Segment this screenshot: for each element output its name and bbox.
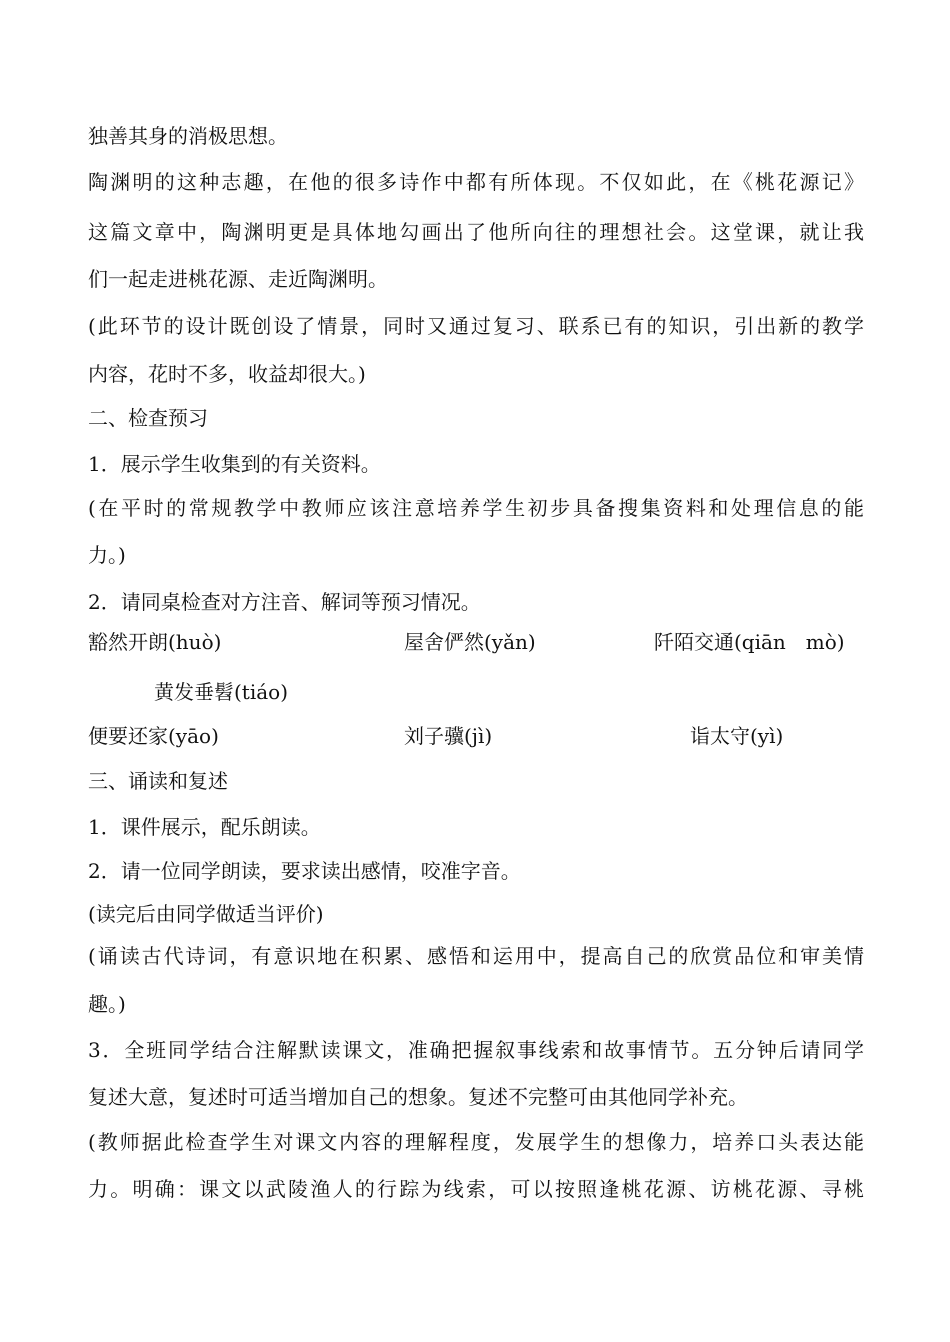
note-line: (诵读古代诗词，有意识地在积累、感悟和运用中，提高自己的欣赏品位和审美情 bbox=[88, 944, 864, 968]
paragraph-line: 复述大意，复述时可适当增加自己的想象。复述不完整可由其他同学补充。 bbox=[88, 1085, 748, 1109]
vocab-item: 黄发垂髫(tiáo) bbox=[154, 680, 289, 704]
vocab-item: 刘子骥(jì) bbox=[404, 724, 493, 748]
note-line: (此环节的设计既创设了情景，同时又通过复习、联系已有的知识，引出新的教学 bbox=[88, 314, 864, 338]
note-line: (读完后由同学做适当评价) bbox=[88, 902, 324, 926]
paragraph-line: 这篇文章中，陶渊明更是具体地勾画出了他所向往的理想社会。这堂课，就让我 bbox=[88, 220, 864, 244]
list-item: 2．请同桌检查对方注音、解词等预习情况。 bbox=[88, 590, 481, 614]
note-line: 内容，花时不多，收益却很大。) bbox=[88, 362, 366, 386]
section-heading: 二、检查预习 bbox=[88, 406, 208, 430]
paragraph-line: 独善其身的消极思想。 bbox=[88, 124, 288, 148]
vocab-item: 诣太守(yì) bbox=[690, 724, 784, 748]
paragraph-line: 们一起走进桃花源、走近陶渊明。 bbox=[88, 267, 388, 291]
list-item: 3．全班同学结合注解默读课文，准确把握叙事线索和故事情节。五分钟后请同学 bbox=[88, 1038, 864, 1062]
note-line: 力。明确：课文以武陵渔人的行踪为线索，可以按照逢桃花源、访桃花源、寻桃 bbox=[88, 1177, 864, 1201]
list-item: 1．展示学生收集到的有关资料。 bbox=[88, 452, 381, 476]
vocab-item: 便要还家(yāo) bbox=[88, 724, 219, 748]
note-line: (教师据此检查学生对课文内容的理解程度，发展学生的想像力，培养口头表达能 bbox=[88, 1130, 864, 1154]
section-heading: 三、诵读和复述 bbox=[88, 769, 228, 793]
list-item: 1．课件展示，配乐朗读。 bbox=[88, 815, 321, 839]
note-line: 力。) bbox=[88, 543, 126, 567]
list-item: 2．请一位同学朗读，要求读出感情，咬准字音。 bbox=[88, 859, 521, 883]
note-line: (在平时的常规教学中教师应该注意培养学生初步具备搜集资料和处理信息的能 bbox=[88, 496, 864, 520]
vocab-item: 阡陌交通(qiān mò) bbox=[654, 630, 845, 654]
note-line: 趣。) bbox=[88, 992, 126, 1016]
vocab-item: 豁然开朗(huò) bbox=[88, 630, 222, 654]
paragraph-line: 陶渊明的这种志趣，在他的很多诗作中都有所体现。不仅如此，在《桃花源记》 bbox=[88, 170, 864, 194]
vocab-item: 屋舍俨然(yǎn) bbox=[404, 630, 536, 654]
